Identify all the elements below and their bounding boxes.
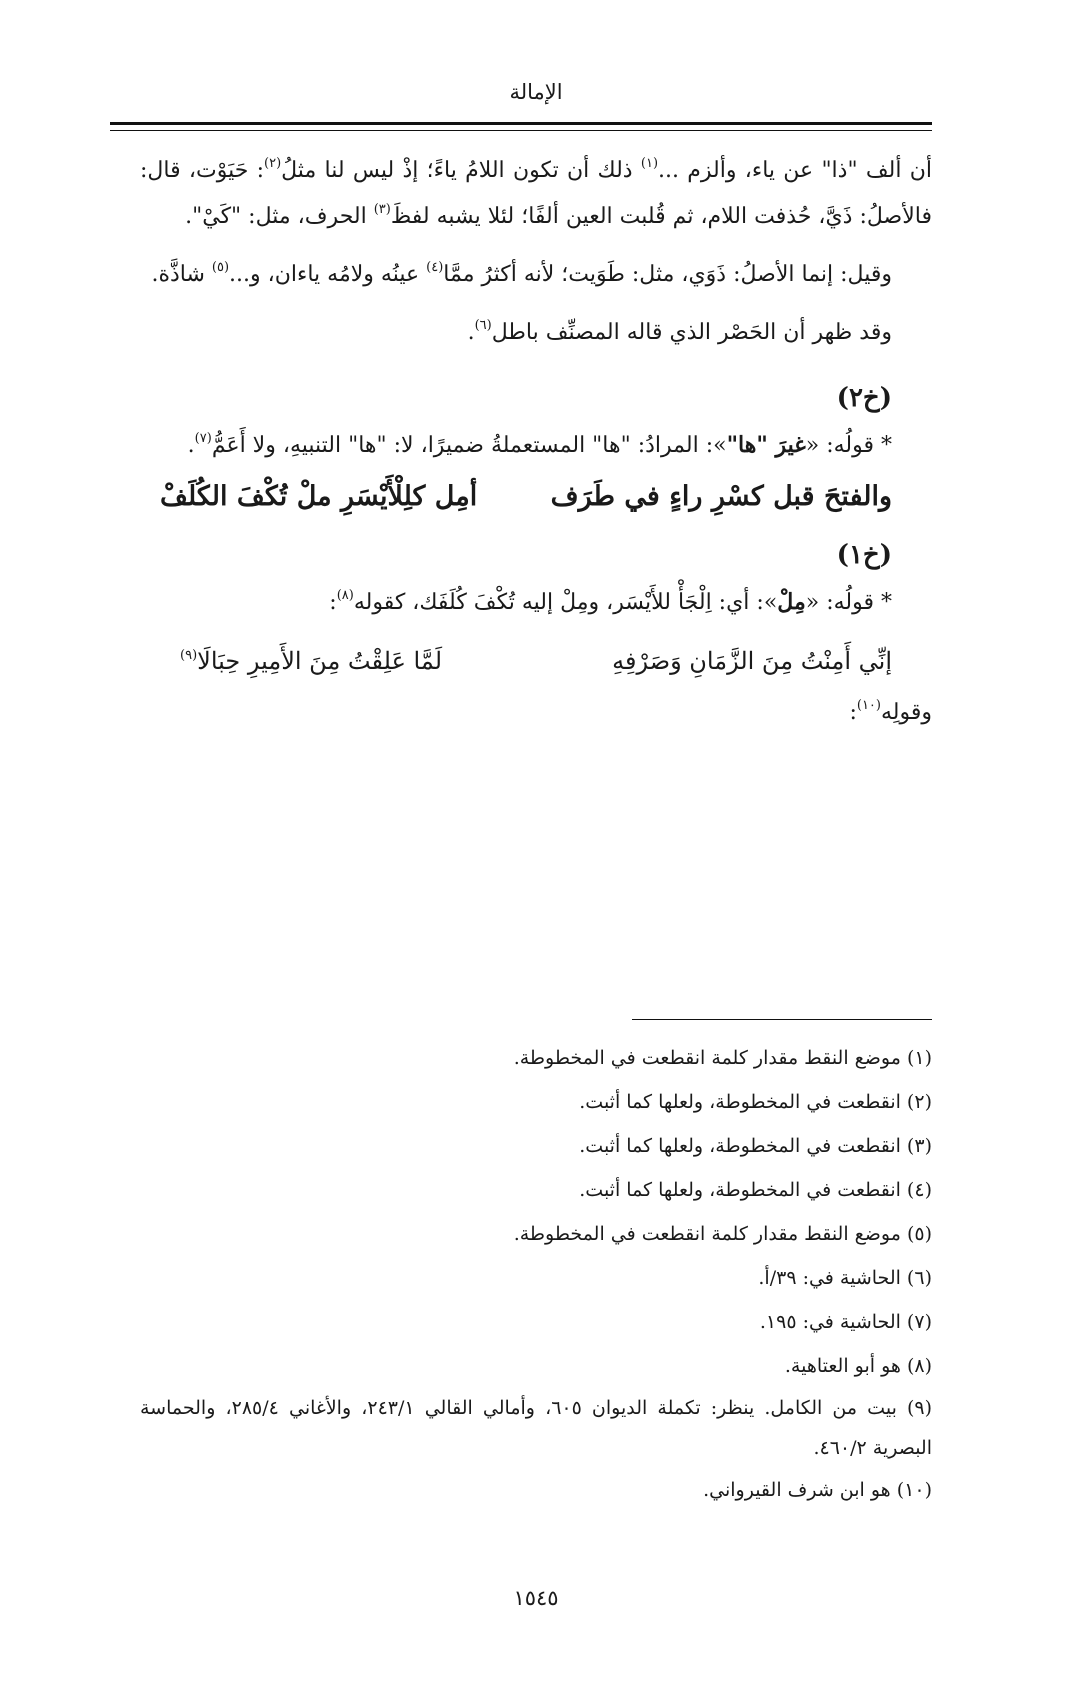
paragraph-5 [140, 579, 932, 626]
paragraph-4 [140, 422, 932, 469]
footnote-5: (٥) موضع النقط مقدار كلمة انقطعت في المخطوطة. [513, 1223, 932, 1245]
footnote-7: (٧) الحاشية في: ١٩٥. [759, 1311, 932, 1333]
footnote-2: (٢) انقطعت في المخطوطة، ولعلها كما أثبت. [579, 1091, 932, 1113]
text-run: أن ألف "ذا" عن ياء، وألزم ... [658, 158, 932, 183]
text-run: الحرف، مثل: "كَيْ". [185, 204, 374, 229]
text-run: . [187, 433, 195, 458]
manuscript-code-1: (خ٢) [836, 383, 892, 413]
footnote-ref[interactable]: (٨) [336, 588, 354, 603]
text-run: وقد ظهر أن الحَصْر الذي قاله المصنِّف باطل [491, 320, 892, 345]
text-run: وقولِه [880, 700, 932, 725]
footnote-3: (٣) انقطعت في المخطوطة، ولعلها كما أثبت. [579, 1135, 932, 1157]
footnote-6: (٦) الحاشية في: ٣٩/أ. [758, 1267, 932, 1289]
footnote-9: (٩) بيت من الكامل. ينظر: تكملة الديوان ٦٠٥، وأمالي القالي ٢٤٣/١، والأغاني ٢٨٥/٤، والحماسة البصرية ٤٦٠/٢. [140, 1397, 933, 1459]
footnote-ref[interactable]: (٦) [474, 318, 492, 333]
manuscript-code-2: (خ١) [836, 540, 892, 570]
footnote-ref[interactable]: (٧) [194, 431, 212, 446]
header-rule-thin [110, 130, 932, 131]
poem-verse [140, 632, 932, 690]
footnote-8: (٨) هو أبو العتاهية. [784, 1355, 932, 1377]
poem-hemistich-left [180, 632, 442, 690]
page-number: ١٥٤٥ [513, 1586, 559, 1610]
text-run: : [329, 590, 337, 615]
text-run: : [849, 700, 857, 725]
text-run: * قولُه: « [805, 433, 892, 458]
paragraph-3 [140, 310, 932, 356]
footnote-10: (١٠) هو ابن شرف القيرواني. [703, 1479, 932, 1501]
text-run: . [467, 320, 475, 345]
footnote-4: (٤) انقطعت في المخطوطة، ولعلها كما أثبت. [579, 1179, 932, 1201]
footnote-ref[interactable]: (١) [640, 156, 659, 171]
text-run: »: أي: اِلْجَأْ للأَيْسَر، ومِلْ إليه تُكْفَ كُلَفَك، كقوله [353, 590, 778, 615]
text-run: عينُه ولامُه ياءان، و... [229, 262, 427, 287]
footnote-ref[interactable]: (٥) [211, 260, 230, 275]
header-rule-thick [110, 122, 932, 125]
footnote-separator [632, 1019, 932, 1020]
text-run: لَمَّا عَلِقْتُ مِنَ الأَمِيرِ حِبَالَا [197, 647, 443, 675]
paragraph-2 [140, 252, 932, 298]
main-text [140, 148, 932, 736]
text-run: : حَيَوْت، قال: فالأصلُ: ذَيَّ، حُذفت اللام، ثم قُلبت العين ألفًا؛ لئلا يشبه لفظَ [140, 158, 932, 229]
footnote-1: (١) موضع النقط مقدار كلمة انقطعت في المخطوطة. [513, 1047, 932, 1069]
footnote-ref[interactable]: (١٠) [856, 698, 881, 713]
alfiyya-verse [140, 469, 932, 525]
footnote-ref[interactable]: (٩) [180, 648, 198, 663]
verse-hemistich-right: والفتحَ قبل كسْرِ راءٍ في طَرَف [550, 481, 892, 512]
paragraph-1 [140, 148, 932, 240]
footnote-ref[interactable]: (٢) [264, 156, 282, 171]
bold-term: غيرَ "ها" [726, 432, 806, 458]
footnote-ref[interactable]: (٣) [373, 202, 391, 217]
text-run: »: المرادُ: "ها" المستعملةُ ضميرًا، لا: "ها" التنبيهِ، ولا أَعَمُّ [211, 433, 727, 458]
text-run: وقيل: إنما الأصلُ: ذَوَي، مثل: طَوَيت؛ لأنه أكثرُ ممَّا [443, 262, 892, 287]
text-run: شاذَّة. [151, 262, 212, 287]
running-header: الإمالة [509, 80, 563, 104]
footnotes [140, 1036, 932, 1512]
text-run: * قولُه: « [805, 590, 892, 615]
bold-term: مِلْ [777, 589, 806, 615]
text-run: ذلك أن تكون اللامُ ياءً؛ إذْ ليس لنا مثلُ [281, 158, 641, 183]
verse-hemistich-left: أمِل كلِلْأَيْسَرِ ملْ تُكْفَ الكُلَفْ [160, 481, 478, 512]
poem-hemistich-right: إنِّي أَمِنْتُ مِنَ الزَّمَانِ وَصَرْفِهِ [612, 647, 892, 675]
paragraph-6 [140, 690, 932, 736]
footnote-ref[interactable]: (٤) [426, 260, 444, 275]
